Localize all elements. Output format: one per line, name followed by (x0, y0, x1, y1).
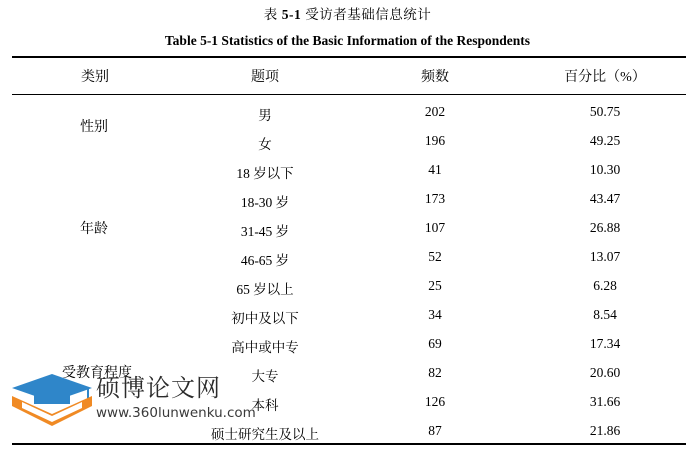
row-frequency: 25 (428, 278, 442, 293)
header-frequency: 频数 (421, 70, 449, 85)
row-frequency: 52 (428, 249, 442, 264)
row-frequency: 126 (424, 394, 446, 409)
row-item: 初中及以下 (231, 311, 299, 326)
table-row (0, 271, 695, 300)
row-frequency: 69 (428, 336, 442, 351)
caption-number: 5-1 (281, 7, 302, 22)
row-percent: 26.88 (589, 220, 621, 235)
table-row (0, 155, 695, 184)
row-item: 18-30 岁 (240, 195, 290, 210)
category-age: 年龄 (80, 222, 108, 237)
row-item: 65 岁以上 (236, 282, 294, 297)
row-percent: 31.66 (589, 394, 621, 409)
row-frequency: 34 (428, 307, 442, 322)
row-frequency: 87 (428, 423, 442, 438)
row-percent: 17.34 (589, 336, 621, 351)
category-gender: 性别 (80, 120, 108, 135)
row-frequency: 202 (424, 104, 446, 119)
row-percent: 8.54 (593, 307, 617, 322)
row-item: 46-65 岁 (240, 253, 290, 268)
row-percent: 49.25 (589, 133, 621, 148)
row-item: 高中或中专 (231, 340, 299, 355)
header-rule (12, 94, 686, 95)
row-item: 女 (258, 137, 272, 152)
row-percent: 10.30 (589, 162, 621, 177)
table-caption-cn (0, 3, 695, 23)
table-row (0, 184, 695, 213)
table-row (0, 300, 695, 329)
row-item: 硕士研究生及以上 (211, 427, 319, 442)
row-item: 31-45 岁 (240, 224, 290, 239)
row-percent: 21.86 (589, 423, 621, 438)
row-percent: 20.60 (589, 365, 621, 380)
header-percent: 百分比（%） (564, 70, 646, 85)
row-item: 18 岁以下 (236, 166, 294, 181)
table-row (0, 329, 695, 358)
header-item: 题项 (251, 70, 279, 85)
category-education: 受教育程度 (62, 366, 132, 381)
header-category: 类别 (81, 70, 109, 85)
caption-prefix: 表 (263, 7, 278, 22)
row-percent: 50.75 (589, 104, 621, 119)
watermark-brand: 硕博论文网 (96, 374, 221, 402)
row-percent: 13.07 (589, 249, 621, 264)
row-frequency: 196 (424, 133, 446, 148)
row-item: 男 (258, 108, 272, 123)
row-percent: 6.28 (593, 278, 617, 293)
row-frequency: 107 (424, 220, 446, 235)
top-rule (12, 56, 686, 58)
table-caption-en: Table 5-1 Statistics of the Basic Information of the Respondents (164, 33, 531, 48)
row-frequency: 41 (428, 162, 442, 177)
table-row (0, 242, 695, 271)
row-item: 本科 (251, 398, 279, 413)
row-percent: 43.47 (589, 191, 621, 206)
caption-title-cn: 受访者基础信息统计 (305, 7, 432, 22)
watermark-url: www.360lunwenku.com (96, 405, 256, 421)
row-item: 大专 (251, 369, 279, 384)
row-frequency: 82 (428, 365, 442, 380)
row-frequency: 173 (424, 191, 446, 206)
